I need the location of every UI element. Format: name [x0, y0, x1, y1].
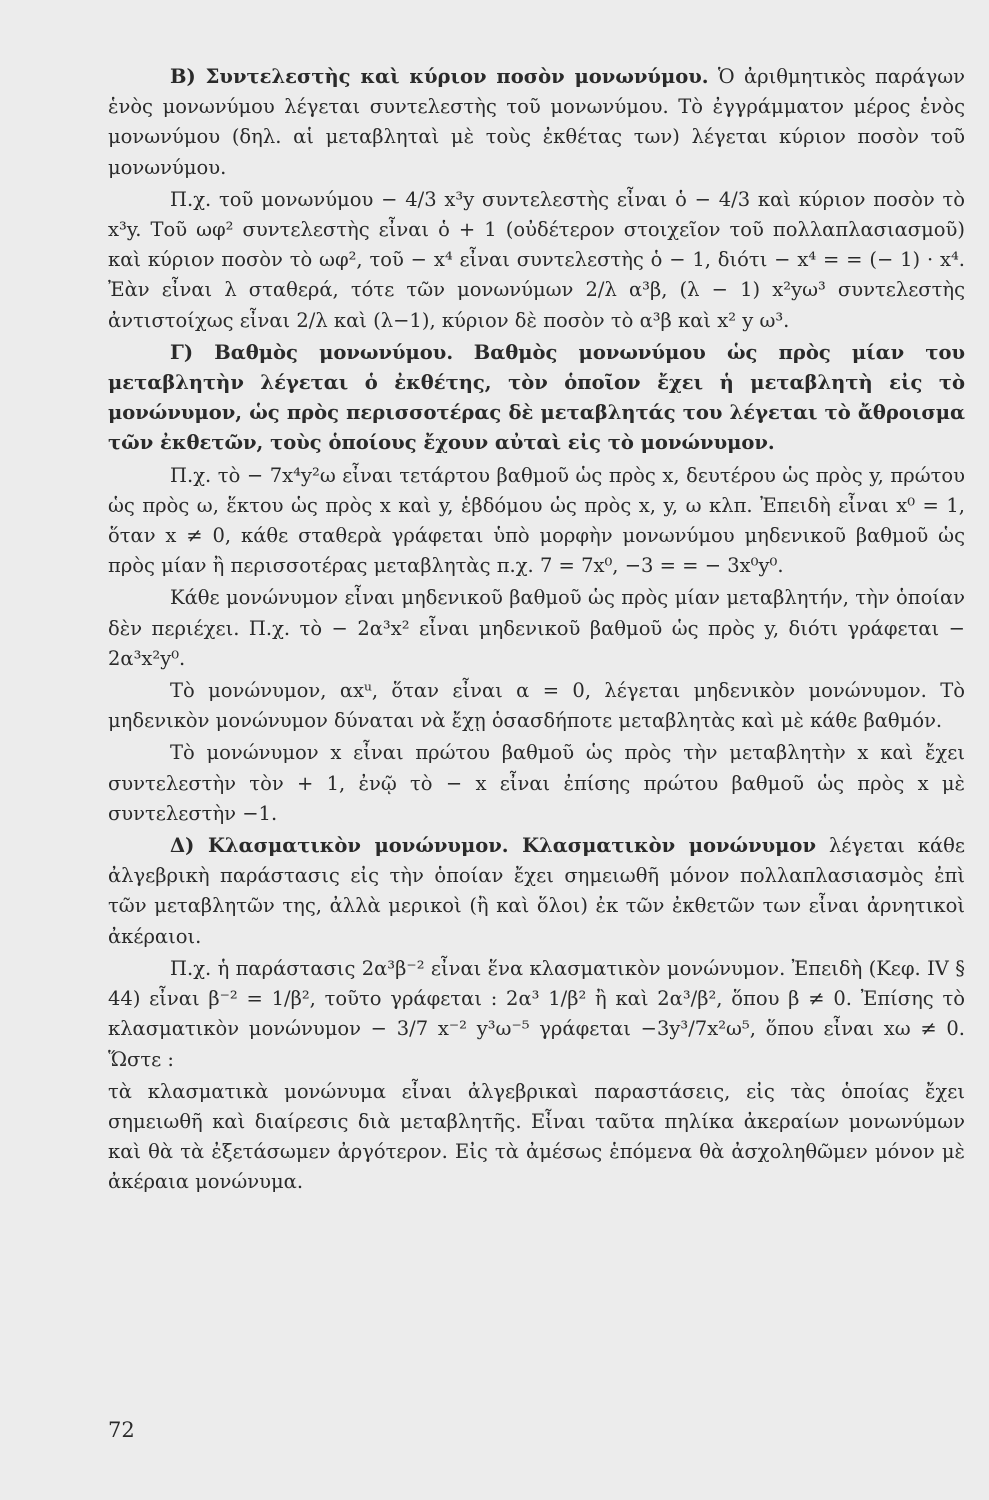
section-b-body: Ὁ ἀριθμητικὸς παράγων ἑνὸς μονωνύμου λέγεται συντελεστὴς τοῦ μονωνύμου. Τὸ ἐγγράμματον μέρος ἑνὸς μονωνύμου (δηλ. αἱ μεταβληταὶ μὲ τοὺς ἐκθέτας των) λέγεται κύριον ποσὸν τοῦ μονωνύμου.	[108, 65, 966, 179]
paragraph-first-degree: Τὸ μονώνυμον x εἶναι πρώτου βαθμοῦ ὡς πρὸς τὴν μεταβλητὴν x καὶ ἔχει συντελεστὴν τὸν + 1, ἐνῷ τὸ − x εἶναι ἐπίσης πρώτου βαθμοῦ ὡς πρὸς x μὲ συντελεστὴν −1.	[108, 741, 965, 825]
section-d	[108, 831, 965, 952]
section-b	[108, 62, 965, 183]
paragraph-degree-example: Π.χ. τὸ − 7x⁴y²ω εἶναι τετάρτου βαθμοῦ ὡς πρὸς x, δευτέρου ὡς πρὸς y, πρώτου ὡς πρὸς ω, ἕκτου ὡς πρὸς x καὶ y, ἑβδόμου ὡς πρὸς x, y, ω κλπ. Ἐπειδὴ εἶναι x⁰ = 1, ὅταν x ≠ 0, κάθε σταθερὰ γράφεται ὑπὸ μορφὴν μονωνύμου μηδενικοῦ βαθμοῦ ὡς πρὸς μίαν ἢ περισσοτέρας μεταβλητὰς π.χ. 7 = 7x⁰, −3 = = − 3x⁰y⁰.	[108, 463, 965, 578]
section-b-title: Β) Συντελεστὴς καὶ κύριον ποσὸν μονωνύμου.	[170, 65, 709, 88]
section-d-body: λέγεται κάθε ἀλγεβρικὴ παράστασις εἰς τὴν ὁποίαν ἔχει σημειωθῆ μόνον πολλαπλασιασμὸς ἐπὶ τῶν μεταβλητῶν της, ἀλλὰ μερικοὶ (ἢ καὶ ὅλοι) ἐκ τῶν ἐκθετῶν των εἶναι ἀρνητικοὶ ἀκέραιοι.	[108, 834, 965, 948]
section-c-body: Βαθμὸς μονωνύμου ὡς πρὸς μίαν του μεταβλητὴν λέγεται ὁ ἐκθέτης, τὸν ὁποῖον ἔχει ἡ μεταβλητὴ εἰς τὸ μονώνυμον, ὡς πρὸς περισσοτέρας δὲ μεταβλητάς του λέγεται τὸ ἄθροισμα τῶν ἐκθετῶν, τοὺς ὁποίους ἔχουν αὐταὶ εἰς τὸ μονώνυμον.	[108, 340, 965, 455]
paragraph-conclusion: τὰ κλασματικὰ μονώνυμα εἶναι ἀλγεβρικαὶ παραστάσεις, εἰς τὰς ὁποίας ἔχει σημειωθῆ καὶ διαίρεσις διὰ μεταβλητῆς. Εἶναι ταῦτα πηλίκα ἀκεραίων μονωνύμων καὶ θὰ τὰ ἐξετάσωμεν ἀργότερον. Εἰς τὰ ἀμέσως ἑπόμενα θὰ ἀσχοληθῶμεν μόνον μὲ ἀκέραια μονώνυμα.	[108, 1079, 965, 1194]
page-number: 72	[108, 1418, 135, 1442]
section-d-title: Δ) Κλασματικὸν μονώνυμον. Κλασματικὸν μονώνυμον	[170, 834, 816, 858]
paragraph-zero-degree: Κάθε μονώνυμον εἶναι μηδενικοῦ βαθμοῦ ὡς πρὸς μίαν μεταβλητήν, τὴν ὁποίαν δὲν περιέχει. Π.χ. τὸ − 2α³x² εἶναι μηδενικοῦ βαθμοῦ ὡς πρὸς y, διότι γράφεται − 2α³x²y⁰.	[108, 586, 965, 670]
section-c	[108, 338, 965, 459]
paragraph-fractional-example: Π.χ. ἡ παράστασις 2α³β⁻² εἶναι ἕνα κλασματικὸν μονώνυμον. Ἐπειδὴ (Κεφ. IV § 44) εἶναι β⁻² = 1/β², τοῦτο γράφεται : 2α³ 1/β² ἢ καὶ 2α³/β², ὅπου β ≠ 0. Ἐπίσης τὸ κλασματικὸν μονώνυμον − 3/7 x⁻² y³ω⁻⁵ γράφεται −3y³/7x²ω⁵, ὅπου εἶναι xω ≠ 0. Ὥστε :	[108, 956, 965, 1071]
page-text	[108, 62, 965, 1198]
paragraph-zero-monomial: Τὸ μονώνυμον, αxᵘ, ὅταν εἶναι α = 0, λέγεται μηδενικὸν μονώνυμον. Τὸ μηδενικὸν μονώνυμον δύναται νὰ ἔχῃ ὁσασδήποτε μεταβλητὰς καὶ μὲ κάθε βαθμόν.	[108, 679, 965, 733]
section-c-title: Γ) Βαθμὸς μονωνύμου.	[170, 340, 454, 364]
paragraph-coefficient-example: Π.χ. τοῦ μονωνύμου − 4/3 x³y συντελεστὴς εἶναι ὁ − 4/3 καὶ κύριον ποσὸν τὸ x³y. Τοῦ ωφ² συντελεστὴς εἶναι ὁ + 1 (οὐδέτερον στοιχεῖον τοῦ πολλαπλασιασμοῦ) καὶ κύριον ποσὸν τὸ ωφ², τοῦ − x⁴ εἶναι συντελεστὴς ὁ − 1, διότι − x⁴ = = (− 1) · x⁴. Ἐὰν εἶναι λ σταθερά, τότε τῶν μονωνύμων 2/λ α³β, (λ − 1) x²yω³ συντελεστὴς ἀντιστοίχως εἶναι 2/λ καὶ (λ−1), κύριον δὲ ποσὸν τὸ α³β καὶ x² y ω³.	[108, 187, 965, 332]
